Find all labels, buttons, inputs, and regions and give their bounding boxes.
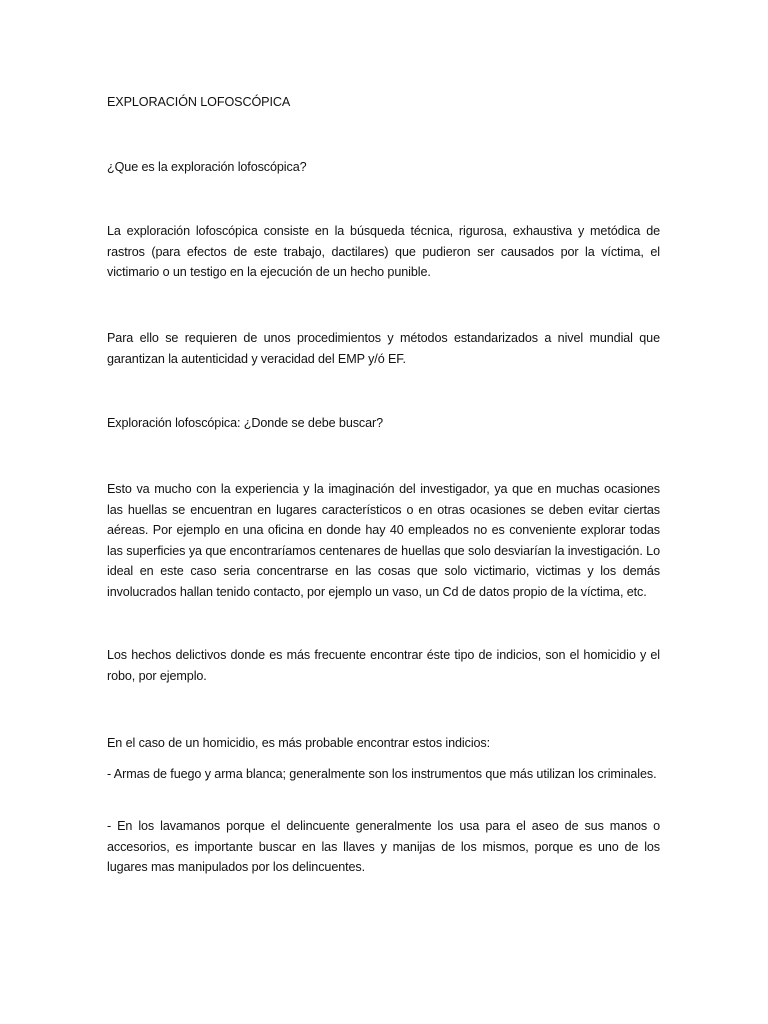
paragraph: En el caso de un homicidio, es más probable encontrar estos indicios: [107, 736, 491, 750]
paragraph: Esto va mucho con la experiencia y la imaginación del investigador, ya que en muchas ocasiones las huellas se encuentran en lugares característicos o en otras ocasiones se deben evitar ciertas aéreas. Por ejemplo en una oficina en donde hay 40 empleados no es conveniente explorar todas las superficies ya que encontraríamos centenares de huellas que solo desviarían la investigación. Lo ideal en este caso seria concentrarse en las cosas que solo victimario, victimas y los demás involucrados hallan tenido contacto, por ejemplo un vaso, un Cd de datos propio de la víctima, etc. [107, 482, 660, 599]
list-item: - Armas de fuego y arma blanca; generalmente son los instrumentos que más utilizan los criminales. [107, 767, 657, 781]
question-heading: ¿Que es la exploración lofoscópica? [107, 160, 307, 174]
paragraph: Para ello se requieren de unos procedimientos y métodos estandarizados a nivel mundial que garantizan la autenticidad y veracidad del EMP y/ó EF. [107, 331, 660, 366]
question-heading: Exploración lofoscópica: ¿Donde se debe buscar? [107, 416, 384, 430]
paragraph: La exploración lofoscópica consiste en la búsqueda técnica, rigurosa, exhaustiva y metódica de rastros (para efectos de este trabajo, dactilares) que pudieron ser causados por la víctima, el victimario o un testigo en la ejecución de un hecho punible. [107, 224, 660, 280]
list-item: - En los lavamanos porque el delincuente generalmente los usa para el aseo de sus manos o accesorios, es importante buscar en las llaves y manijas de los mismos, porque es uno de los lugares mas manipulados por los delincuentes. [107, 819, 660, 875]
paragraph: Los hechos delictivos donde es más frecuente encontrar éste tipo de indicios, son el homicidio y el robo, por ejemplo. [107, 648, 660, 683]
document-title: EXPLORACIÓN LOFOSCÓPICA [107, 95, 291, 109]
